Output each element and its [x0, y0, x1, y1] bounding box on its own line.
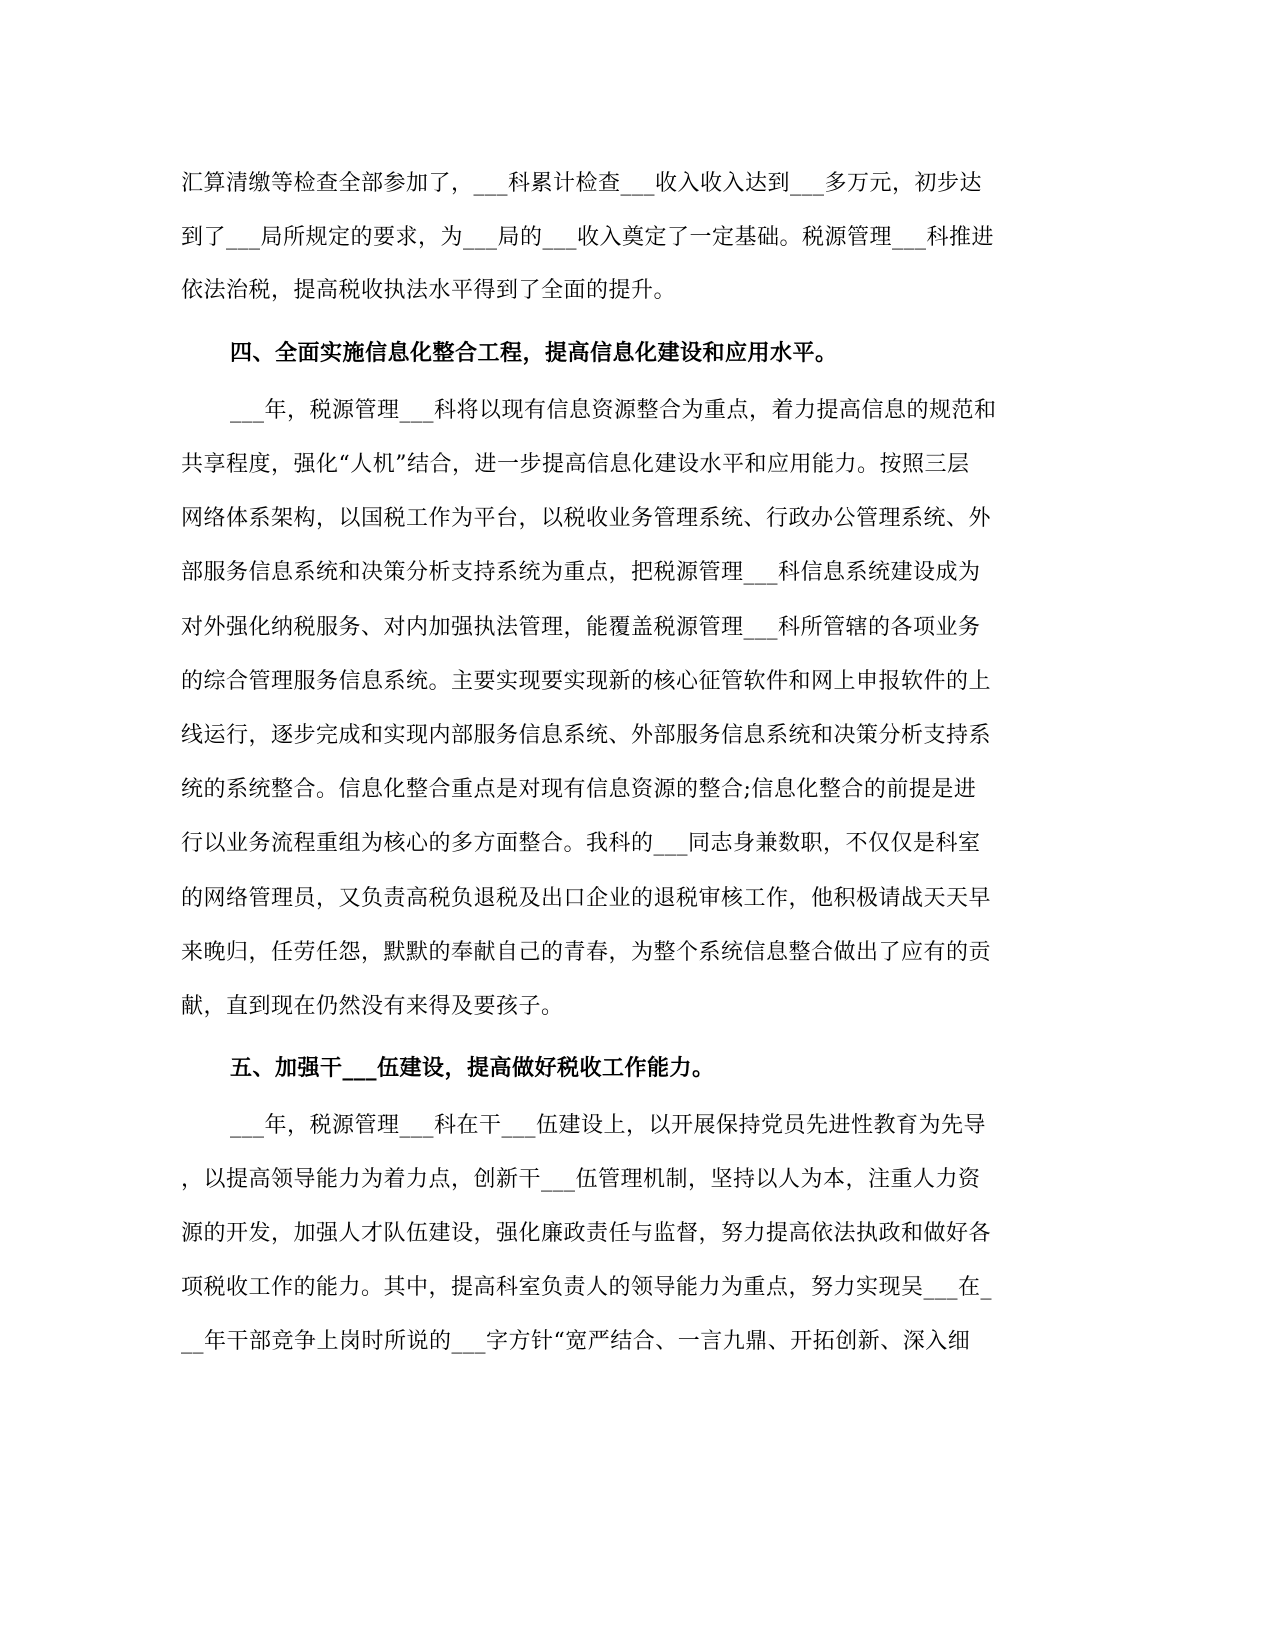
- paragraph-line: 网络体系架构，以国税工作为平台，以税收业务管理系统、行政办公管理系统、外: [181, 506, 992, 531]
- paragraph-line: 项税收工作的能力。其中，提高科室负责人的领导能力为重点，努力实现吴___在_: [181, 1275, 993, 1300]
- paragraph-line: 的网络管理员，又负责高税负退税及出口企业的退税审核工作，他积极请战天天早: [181, 886, 992, 911]
- section-heading-four: 四、全面实施信息化整合工程，提高信息化建设和应用水平。: [230, 340, 838, 366]
- paragraph-line: 依法治税，提高税收执法水平得到了全面的提升。: [181, 278, 677, 303]
- paragraph-line: 线运行，逐步完成和实现内部服务信息系统、外部服务信息系统和决策分析支持系: [181, 723, 992, 748]
- paragraph-line: 对外强化纳税服务、对内加强执法管理，能覆盖税源管理___科所管辖的各项业务: [181, 615, 981, 640]
- paragraph-line: ___年，税源管理___科在干___伍建设上，以开展保持党员先进性教育为先导: [230, 1113, 987, 1138]
- paragraph-line: 来晚归，任劳任怨，默默的奉献自己的青春，为整个系统信息整合做出了应有的贡: [181, 940, 992, 965]
- paragraph-line: 共享程度，强化“人机”结合，进一步提高信息化建设水平和应用能力。按照三层: [181, 452, 970, 477]
- paragraph-line: __年干部竞争上岗时所说的___字方针“宽严结合、一言九鼎、开拓创新、深入细: [181, 1329, 971, 1354]
- paragraph-line: 行以业务流程重组为核心的多方面整合。我科的___同志身兼数职，不仅仅是科室: [181, 831, 981, 856]
- paragraph-line: 献，直到现在仍然没有来得及要孩子。: [181, 994, 564, 1019]
- paragraph-line: 汇算清缴等检查全部参加了，___科累计检查___收入收入达到___多万元，初步达: [181, 171, 983, 196]
- paragraph-line: 到了___局所规定的要求，为___局的___收入奠定了一定基础。税源管理___科推进: [181, 225, 995, 250]
- section-heading-five: 五、加强干___伍建设，提高做好税收工作能力。: [230, 1055, 715, 1081]
- paragraph-line: 部服务信息系统和决策分析支持系统为重点，把税源管理___科信息系统建设成为: [181, 560, 981, 585]
- paragraph-line: 统的系统整合。信息化整合重点是对现有信息资源的整合;信息化整合的前提是进: [181, 777, 977, 802]
- paragraph-line: ，以提高领导能力为着力点，创新干___伍管理机制，坚持以人为本，注重人力资: [181, 1167, 981, 1192]
- paragraph-line: 的综合管理服务信息系统。主要实现要实现新的核心征管软件和网上申报软件的上: [181, 669, 992, 694]
- paragraph-line: 源的开发，加强人才队伍建设，强化廉政责任与监督，努力提高依法执政和做好各: [181, 1221, 992, 1246]
- paragraph-line: ___年，税源管理___科将以现有信息资源整合为重点，着力提高信息的规范和: [230, 398, 997, 423]
